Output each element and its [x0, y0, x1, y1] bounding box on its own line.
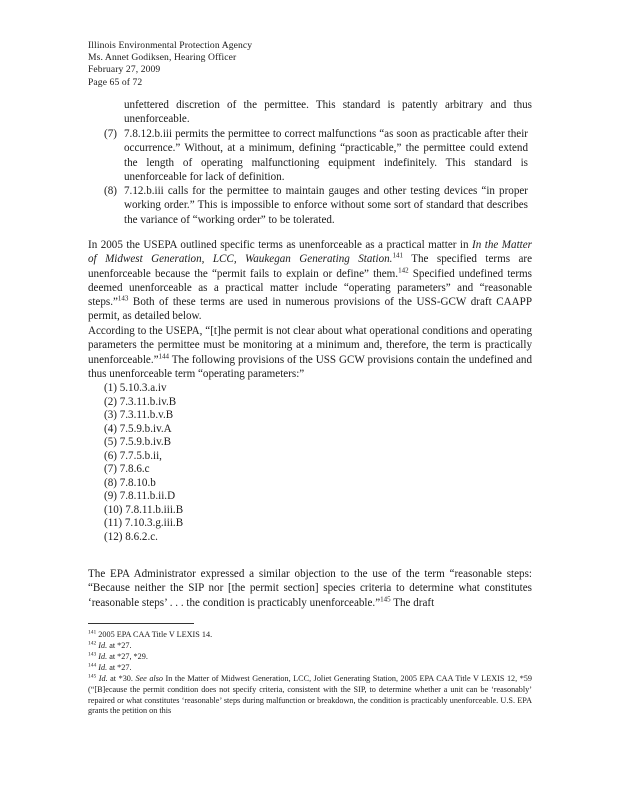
- provision-item: (5) 7.5.9.b.iv.B: [104, 436, 172, 448]
- footnote-text: at *27.: [107, 641, 132, 650]
- footnote-text-continued: In the Matter of Midwest Generation, LCC, Joliet Generating Station, 2005 EPA CAA Title V LEXIS 12, *59 (“[B]ecause the permit condition does not specify criteria, consistent with the SIP, to determine whether a unit can be ‘reasonably’ repaired or what constitutes ‘reasonable’ steps during malfunction or breakdown, the condition is practicably unenforceable. U.S. EPA grants the petition on this: [88, 674, 532, 716]
- footnote-see-also: See also: [135, 674, 163, 683]
- provision-item: (8) 7.8.10.b: [104, 476, 156, 489]
- footnote-divider: [88, 623, 194, 624]
- provision-item: (11) 7.10.3.g.iii.B: [104, 517, 184, 529]
- footnote-text: 2005 EPA CAA Title V LEXIS 14.: [96, 630, 213, 639]
- provision-item: (6) 7.7.5.b.ii,: [104, 449, 162, 462]
- provision-item: (4) 7.5.9.b.iv.A: [104, 422, 172, 435]
- provision-item: (12) 8.6.2.c.: [104, 530, 158, 543]
- footnote-text: at *30.: [107, 674, 136, 683]
- para1-part2: The specified terms are unenforceable because the “permit fails to explain or define” them.: [88, 253, 532, 280]
- footnote-143: [88, 652, 532, 663]
- footnote-id: Id.: [98, 674, 108, 683]
- footnote-141: [88, 630, 532, 641]
- footnote-ref-141[interactable]: 141: [392, 251, 403, 260]
- numbered-item-text: 7.8.12.b.iii permits the permittee to correct malfunctions “as soon as practicable after their occurrence.” Without, at a minimum, defining “practicable,” the permittee could extend the length of operating malfunctioning equipment indefinitely. This standard is unenforceable for lack of definition.: [124, 128, 528, 183]
- provision-item: (7) 7.8.6.c: [104, 463, 150, 475]
- header-date: February 27, 2009: [88, 64, 161, 76]
- paragraph-usepa-terms: [88, 238, 532, 324]
- header-page-number: Page 65 of 72: [88, 76, 143, 88]
- para3-part2: The draft: [390, 596, 435, 609]
- footnote-text: at *27.: [107, 663, 132, 672]
- case-name: In the Matter of Midwest Generation, LCC, Waukegan Generating Station.: [88, 239, 532, 266]
- provision-item: (1) 5.10.3.a.iv: [104, 382, 167, 394]
- paragraph-operating-parameters: [88, 324, 532, 381]
- para3-part1: The EPA Administrator expressed a similar objection to the use of the term “reasonable steps: “Because neither the SIP nor [the permit section] species criteria to determine what constitutes ‘reasonable steps’ . . . the condition is practicably unenforceable.”: [88, 568, 532, 609]
- footnote-number: 143: [88, 651, 97, 658]
- header-agency: Illinois Environmental Protection Agency: [88, 40, 253, 51]
- continuation-text: unfettered discretion of the permittee. This standard is patently arbitrary and thus unenforceable.: [124, 99, 532, 126]
- footnote-number: 141: [88, 629, 97, 636]
- footnote-ref-144[interactable]: 144: [158, 351, 170, 360]
- provision-item: (10) 7.8.11.b.iii.B: [104, 503, 184, 516]
- footnote-number: 145: [88, 673, 97, 680]
- footnote-ref-145[interactable]: 145: [380, 594, 391, 603]
- provision-item: (2) 7.3.11.b.iv.B: [104, 395, 177, 408]
- provision-item: (9) 7.8.11.b.ii.D: [104, 490, 176, 502]
- letter-header: [88, 40, 252, 89]
- paragraph-reasonable-steps: [88, 567, 532, 610]
- footnote-144: [88, 663, 532, 674]
- footnote-ref-142[interactable]: 142: [398, 265, 409, 274]
- para1-part4: Both of these terms are used in numerous provisions of the USS-GCW draft CAAPP permit, as detailed below.: [88, 296, 532, 323]
- footnote-id: Id.: [98, 652, 108, 661]
- footnote-id: Id.: [98, 641, 108, 650]
- footnote-142: [88, 641, 532, 652]
- numbered-item-number: (8): [104, 185, 117, 197]
- para2-part1: According to the USEPA, “[t]he permit is not clear about what operational conditions and operating parameters the permittee must be monitoring at a minimum and, therefore, the term is practically unenforceable.”: [88, 325, 532, 366]
- footnote-145: [88, 674, 532, 717]
- provision-item: (3) 7.3.11.b.v.B: [104, 409, 174, 421]
- para1-part3: Specified undefined terms deemed unenforceable as a practical matter include “operating parameters” and “reasonable steps.”: [88, 267, 532, 309]
- footnote-text: at *27, *29.: [107, 652, 148, 661]
- header-recipient: Ms. Annet Godiksen, Hearing Officer: [88, 52, 237, 64]
- numbered-item-number: (7): [104, 128, 117, 140]
- footnote-id: Id.: [98, 663, 108, 672]
- para1-part1: In 2005 the USEPA outlined specific terms as unenforceable as a practical matter in: [88, 239, 473, 251]
- footnote-ref-143[interactable]: 143: [117, 294, 129, 303]
- para2-part2: The following provisions of the USS GCW provisions contain the undefined and thus unenforceable term “operating parameters:”: [88, 353, 532, 380]
- footnote-number: 144: [88, 662, 97, 669]
- numbered-item-text: 7.12.b.iii calls for the permittee to maintain gauges and other testing devices “in proper working order.” This is impossible to enforce without some sort of standard that describes the variance of “working order” to be tolerated.: [124, 185, 528, 226]
- footnote-number: 142: [88, 640, 97, 647]
